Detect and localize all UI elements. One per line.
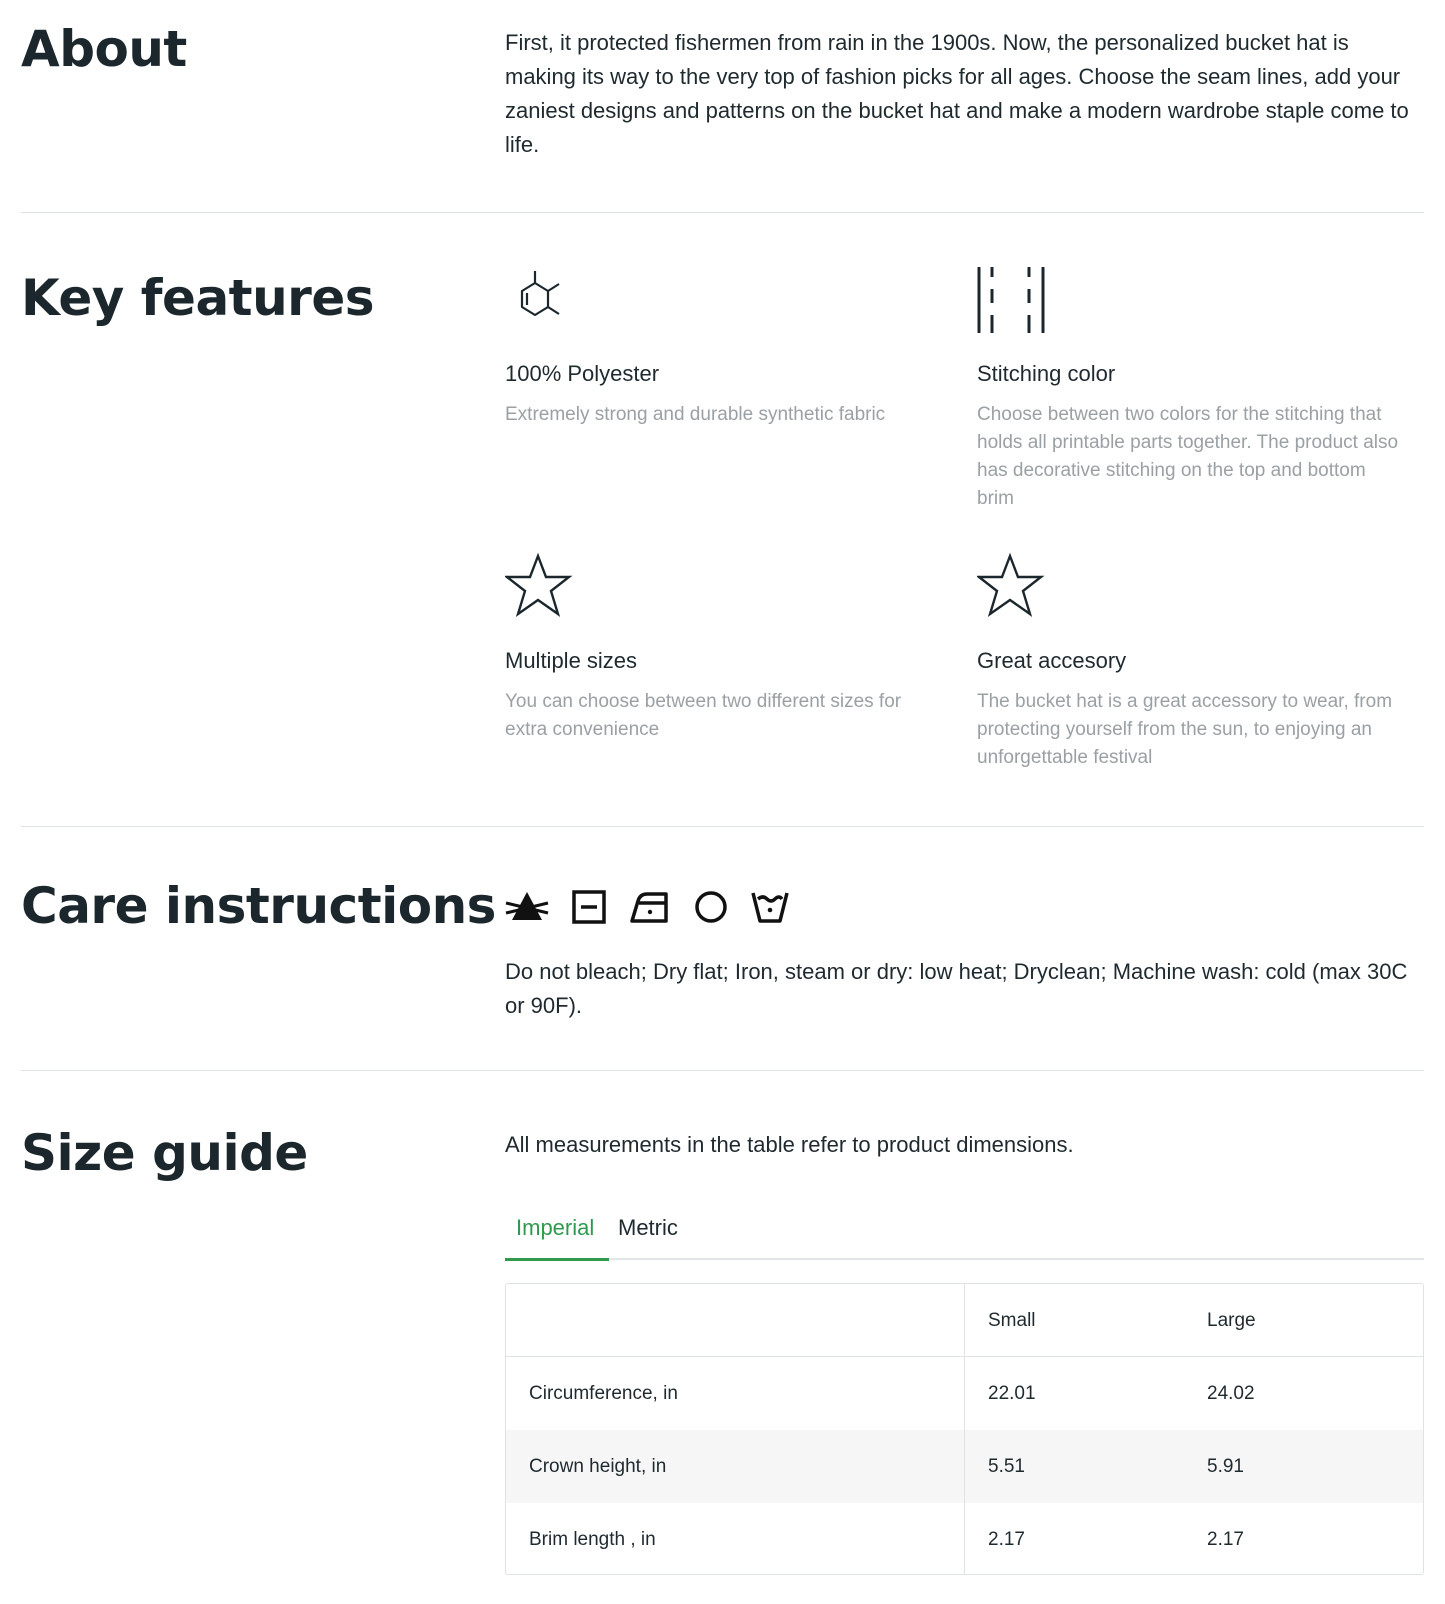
about-section <box>21 20 1424 194</box>
dryclean-icon <box>693 889 729 925</box>
feature-item <box>505 552 935 772</box>
size-guide-section <box>21 1124 1424 1602</box>
feature-description: You can choose between two different sizes for extra convenience <box>505 691 902 740</box>
key-features-title: Key features <box>21 269 375 327</box>
star-icon <box>505 552 575 622</box>
feature-title: 100% Polyester <box>505 361 660 386</box>
table-header-cell: Small <box>988 1310 1036 1331</box>
tab-metric[interactable]: Metric <box>618 1215 678 1240</box>
features-grid <box>505 265 1424 805</box>
care-content <box>505 887 1424 1017</box>
stitching-icon <box>977 265 1047 335</box>
about-title: About <box>21 20 187 78</box>
table-cell: Brim length , in <box>529 1529 656 1550</box>
section-divider <box>21 1070 1424 1071</box>
feature-title: Stitching color <box>977 361 1116 386</box>
feature-description: Extremely strong and durable synthetic fabric <box>505 404 886 425</box>
feature-description: The bucket hat is a great accessory to wear, from protecting yourself from the sun, to enjoying an unforgettable festival <box>977 691 1393 768</box>
star-icon <box>977 552 1047 622</box>
molecule-icon <box>505 265 575 335</box>
size-table <box>505 1283 1424 1575</box>
feature-title: Multiple sizes <box>505 648 638 673</box>
key-features-section <box>21 269 1424 813</box>
table-header-cell: Large <box>1207 1310 1256 1331</box>
table-cell: 2.17 <box>988 1529 1025 1550</box>
table-cell: 22.01 <box>988 1383 1036 1404</box>
size-guide-content <box>505 1130 1424 1590</box>
iron-low-heat-icon <box>629 889 671 925</box>
about-text: First, it protected fishermen from rain in the 1900s. Now, the personalized bucket hat is making its way to the very top of fashion picks for all ages. Choose the seam lines, add your zaniest designs and patterns on the bucket hat and make a modern wardrobe staple come to life. <box>505 30 1409 157</box>
machine-wash-cold-icon <box>751 889 789 925</box>
feature-title: Great accesory <box>977 648 1127 673</box>
size-guide-title: Size guide <box>21 1124 308 1182</box>
table-cell: 2.17 <box>1207 1529 1244 1550</box>
care-icons-row <box>505 887 811 927</box>
care-instructions-text: Do not bleach; Dry flat; Iron, steam or dry: low heat; Dryclean; Machine wash: cold (max 30C or 90F). <box>505 959 1408 1018</box>
dry-flat-icon <box>571 889 607 925</box>
table-cell: 5.91 <box>1207 1456 1244 1477</box>
size-guide-intro: All measurements in the table refer to product dimensions. <box>505 1132 1074 1157</box>
do-not-bleach-icon <box>505 889 549 925</box>
care-instructions-section <box>21 877 1424 1033</box>
tab-imperial[interactable]: Imperial <box>505 1208 609 1261</box>
feature-item <box>505 265 935 505</box>
section-divider <box>21 212 1424 213</box>
care-instructions-title: Care instructions <box>21 877 496 935</box>
section-divider <box>21 826 1424 827</box>
table-cell: Crown height, in <box>529 1456 667 1477</box>
table-cell: Circumference, in <box>529 1383 678 1404</box>
feature-description: Choose between two colors for the stitching that holds all printable parts together. The product also has decorative stitching on the top and bottom brim <box>977 404 1399 509</box>
feature-item <box>977 265 1407 509</box>
table-column-divider <box>964 1284 965 1575</box>
table-cell: 24.02 <box>1207 1383 1255 1404</box>
unit-tabs <box>505 1208 1424 1260</box>
table-cell: 5.51 <box>988 1456 1025 1477</box>
feature-item <box>977 552 1407 792</box>
